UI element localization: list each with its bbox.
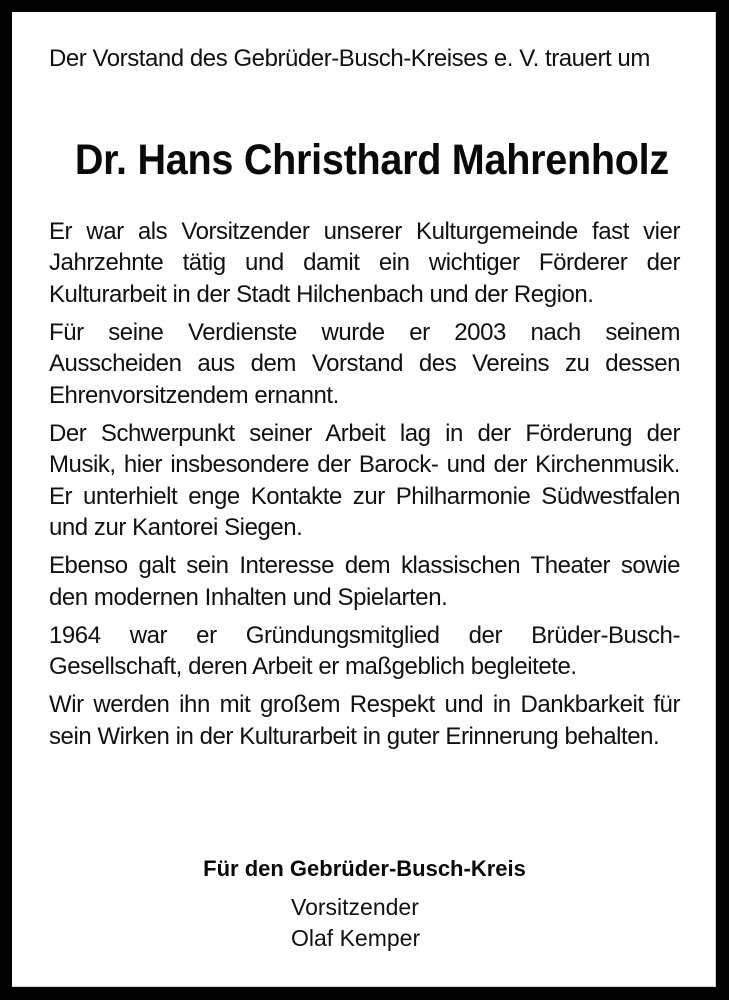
body-paragraph: Wir werden ihn mit großem Respekt und in Dankbarkeit für sein Wirken in der Kulturarbeit in guter Erinnerung behalten. [49,691,680,750]
deceased-name-heading [49,135,680,185]
signature-role: Vorsitzender [291,894,419,920]
obituary-body [49,216,680,759]
body-paragraph: Er war als Vorsitzender unserer Kulturgemeinde fast vier Jahrzehnte tätig und damit ein wichtiger Förderer der Kulturarbeit in der Stadt Hilchenbach und der Region. [49,217,680,308]
deceased-name: Dr. Hans Christhard Mahrenholz [74,135,669,184]
signature-organization: Für den Gebrüder-Busch-Kreis [203,856,526,881]
signature-name: Olaf Kemper [291,925,421,951]
intro-paragraph: Der Vorstand des Gebrüder-Busch-Kreises e. V. trauert um [49,44,650,72]
body-paragraph: Für seine Verdienste wurde er 2003 nach seinem Ausscheiden aus dem Vorstand des Vereins zu dessen Ehrenvorsitzendem ernannt. [49,318,680,409]
intro-text [49,43,680,81]
body-paragraph: Ebenso galt sein Interesse dem klassischen Theater sowie den modernen Inhalten und Spielarten. [49,552,680,611]
body-paragraph: 1964 war er Gründungsmitglied der Brüder-Busch-Gesellschaft, deren Arbeit er maßgeblich begleitete. [49,621,680,680]
body-paragraph: Der Schwerpunkt seiner Arbeit lag in der Förderung der Musik, hier insbesondere der Barock- und der Kirchenmusik. Er unterhielt enge Kontakte zur Philharmonie Südwestfalen und zur Kantorei Siegen. [49,419,680,541]
obituary-notice [12,12,716,987]
